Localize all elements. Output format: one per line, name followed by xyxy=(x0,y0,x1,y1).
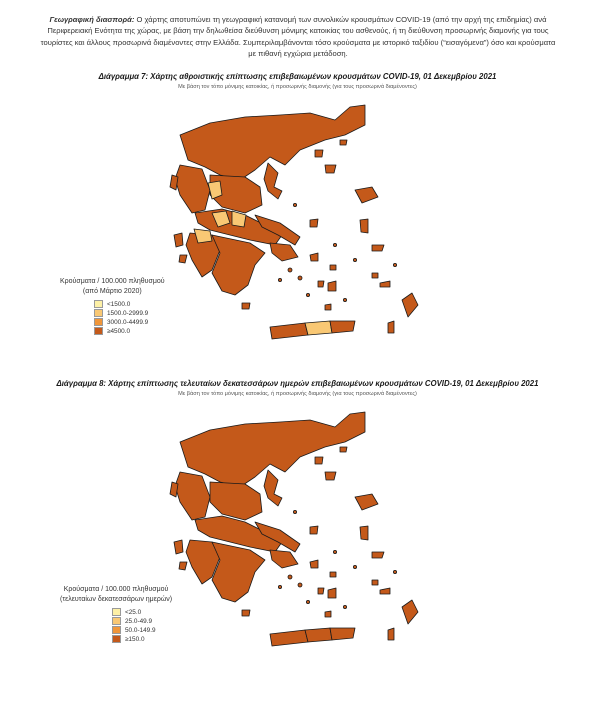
island-santorini xyxy=(325,304,331,310)
legend-label: <25.0 xyxy=(125,608,142,616)
region-chalkidiki xyxy=(264,163,282,199)
legend-item xyxy=(94,309,165,317)
island-samos xyxy=(372,245,384,251)
intro-label: Γεωγραφική διασπορά: xyxy=(49,15,135,24)
legend-item xyxy=(112,635,172,643)
island-thasos xyxy=(315,150,323,157)
legend-subtitle: (από Μάρτιο 2020) xyxy=(82,288,142,295)
legend-swatch xyxy=(112,617,121,625)
island-limnos xyxy=(325,165,336,173)
legend-subtitle: (τελευταίων δεκατεσσάρων ημερών) xyxy=(60,596,173,603)
legend-swatch xyxy=(94,327,103,335)
legend-label: <1500.0 xyxy=(107,300,131,308)
island-kalymnos xyxy=(372,273,378,278)
legend-label: 25.0-49.9 xyxy=(125,617,153,625)
legend-swatch xyxy=(94,300,103,308)
intro-text: Ο χάρτης αποτυπώνει τη γεωγραφική κατανομή των συνολικών κρουσμάτων COVID-19 (από την αρχή της επιδημίας) ανά Περιφερειακή Ενότητα της χώρας, με βάση την δηλωθείσα διεύθυνση μόνιμης κατοικίας του ασθενούς, ή τη διεύθυνση προσωρινής διαμονής για τους τουρίστες και άλλους προσωρινά διαμένοντες στην Ελλάδα. Συμπεριλαμβάνονται τόσο κρούσματα με ιστορικό ταξιδίου (“εισαγόμενα”) όσο και κρούσματα με πιθανή εγχώρια μετάδοση. xyxy=(40,15,556,59)
legend-item xyxy=(94,318,165,326)
legend-item xyxy=(94,327,165,335)
island-crete-west xyxy=(270,323,308,339)
figure7-legend xyxy=(60,277,165,335)
island-lesvos xyxy=(355,187,378,203)
legend-item xyxy=(112,608,172,616)
island-corfu xyxy=(170,175,178,190)
legend-item xyxy=(112,626,172,634)
island-karpathos xyxy=(388,321,394,333)
island-crete-far-east xyxy=(330,321,355,333)
legend-swatch xyxy=(94,309,103,317)
island-mykonos xyxy=(330,265,336,270)
figure8-subtitle: Με βάση τον τόπο μόνιμης κατοικίας, ή προσωρινής διαμονής (για τους προσωρινά διαμένοντες) xyxy=(178,391,417,397)
legend-item xyxy=(112,617,172,625)
island-andros xyxy=(310,253,318,261)
island-crete-east xyxy=(305,321,332,335)
region-peloponnese-east xyxy=(212,235,265,295)
figure8-title: Διάγραμμα 8: Χάρτης επίπτωσης τελευταίων δεκατεσσάρων ημερών επιβεβαιωμένων κρουσμάτων COVID-19, 01 Δεκεμβρίου 2021 xyxy=(56,379,539,388)
legend-title: Κρούσματα / 100.000 πληθυσμού xyxy=(63,586,169,593)
island-rhodes xyxy=(402,293,418,317)
greece-map-cumulative xyxy=(150,95,450,345)
island-kythira xyxy=(242,303,250,309)
legend-swatch xyxy=(112,626,121,634)
island-naxos xyxy=(328,281,336,291)
island-chios xyxy=(360,219,368,233)
legend-item xyxy=(94,300,165,308)
intro-paragraph xyxy=(38,14,558,60)
legend-label: 1500.0-2999.9 xyxy=(107,309,149,317)
greece-map-14days xyxy=(150,402,450,672)
legend-label: ≥150.0 xyxy=(125,635,145,643)
island-samothraki xyxy=(340,140,347,145)
legend-label: 50.0-149.9 xyxy=(125,626,156,634)
legend-swatch xyxy=(112,635,121,643)
region-attica xyxy=(270,243,298,261)
legend-swatch xyxy=(112,608,121,616)
legend-swatch xyxy=(94,318,103,326)
legend-title: Κρούσματα / 100.000 πληθυσμού xyxy=(60,278,165,285)
figure7-subtitle: Με βάση τον τόπο μόνιμης κατοικίας, ή προσωρινής διαμονής (για τους προσωρινά διαμένοντες) xyxy=(178,84,417,90)
island-kos xyxy=(380,281,390,287)
region-pe-fthiotida xyxy=(232,211,246,227)
region-epirus xyxy=(175,165,210,213)
figure7-title: Διάγραμμα 7: Χάρτης αθροιστικής επίπτωσης επιβεβαιωμένων κρουσμάτων COVID-19, 01 Δεκεμβρίου 2021 xyxy=(98,72,497,81)
figure8-legend xyxy=(60,585,172,643)
legend-label: 3000.0-4499.9 xyxy=(107,318,149,326)
island-kefalonia xyxy=(174,233,183,247)
island-skyros xyxy=(310,219,318,227)
legend-label: ≥4500.0 xyxy=(107,327,131,335)
island-zakynthos xyxy=(179,255,187,263)
island-paros xyxy=(318,281,324,287)
